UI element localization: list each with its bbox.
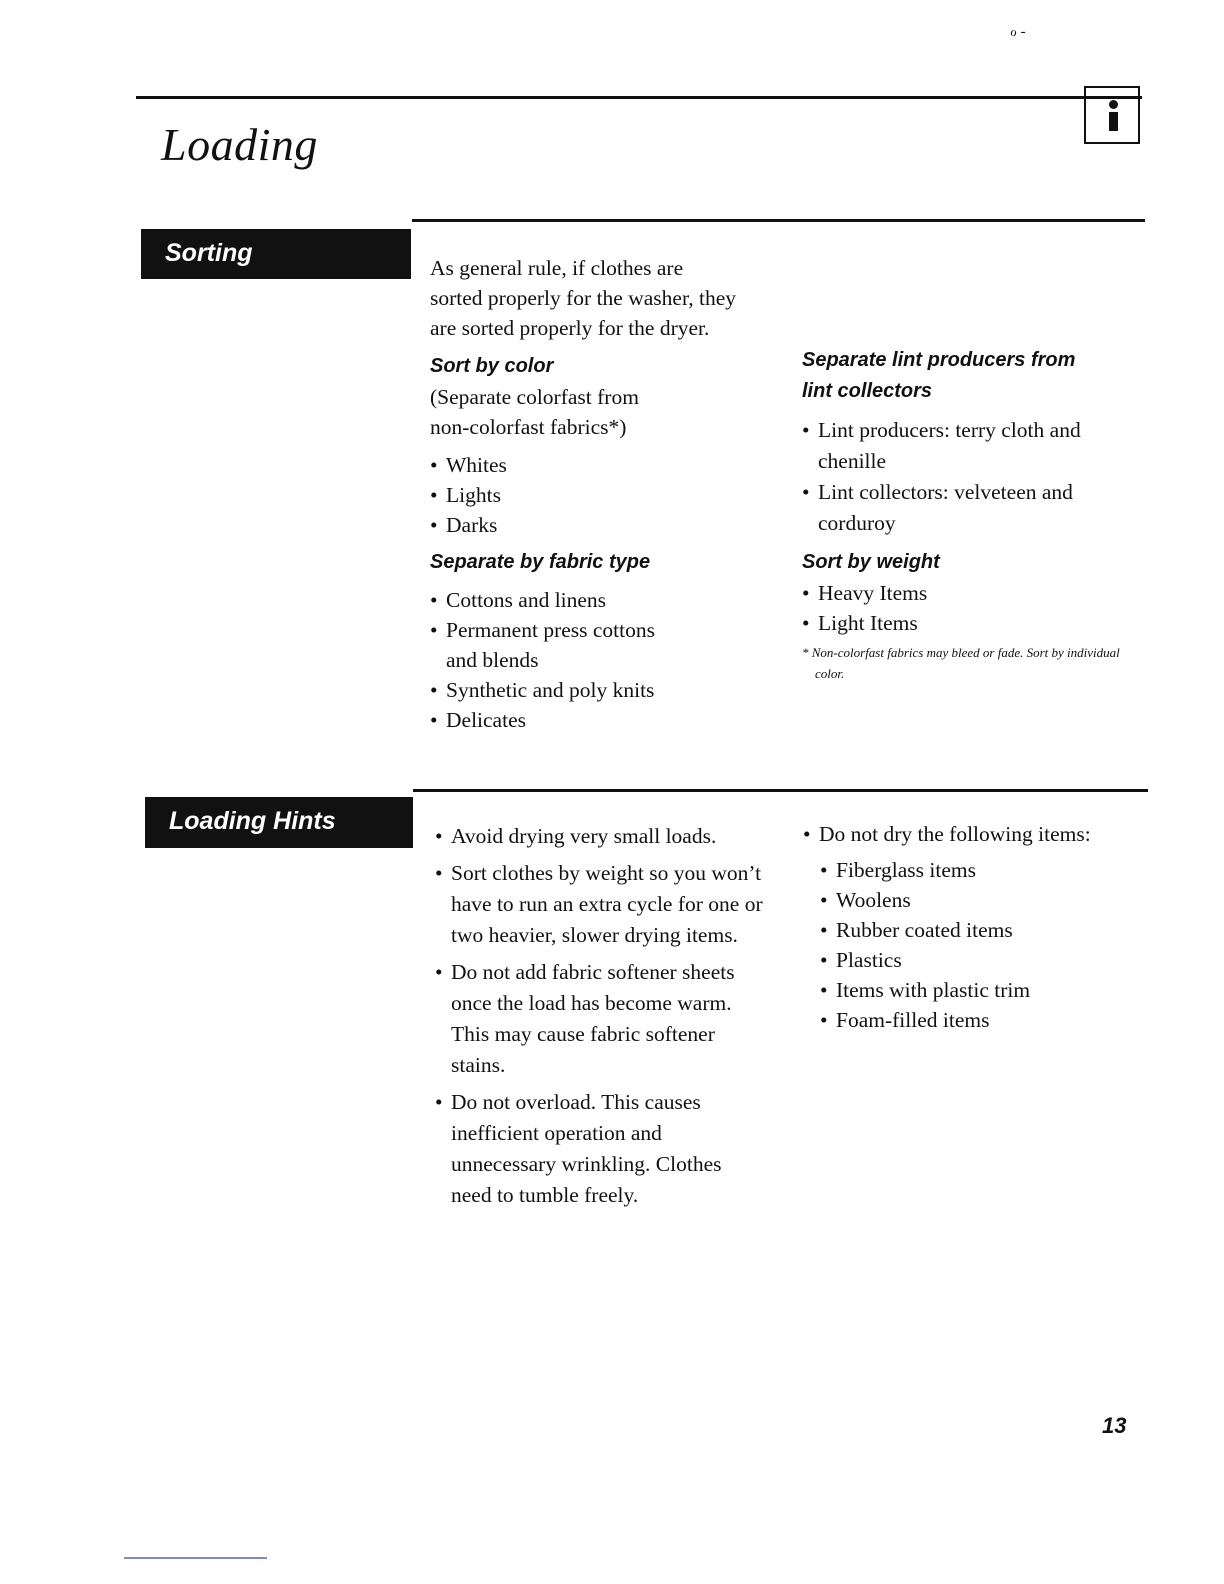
page-number: 13 (1102, 1413, 1127, 1438)
top-rule (136, 96, 1142, 99)
color-list (430, 450, 790, 540)
sorting-rule (412, 219, 1145, 222)
page-title: Loading (161, 119, 318, 170)
list-item: • Lint collectors: velveteen and corduroy (802, 477, 1124, 539)
list-item: • Plastics (820, 945, 1133, 975)
lint-heading (802, 345, 1132, 407)
list-item: • Lint producers: terry cloth and chenille (802, 415, 1124, 477)
info-icon (1084, 86, 1140, 144)
list-item: • Lights (430, 480, 790, 510)
sort-by-color-heading: Sort by color (430, 355, 554, 377)
sort-by-color-note (430, 382, 790, 442)
list-item: • Do not overload. This causes inefficient operation and unnecessary wrinkling. Clothes need to tumble freely. (435, 1087, 765, 1211)
list-item: • Whites (430, 450, 790, 480)
hints-rule (413, 789, 1148, 792)
sorting-label: Sorting (141, 229, 411, 279)
heading-line: Separate lint producers from (802, 349, 1076, 371)
list-item: • Light Items (802, 608, 1132, 638)
intro-line: As general rule, if clothes are (430, 256, 684, 280)
hints-left-column (435, 821, 785, 1217)
list-item: • Woolens (820, 885, 1133, 915)
sorting-left-column (430, 253, 790, 735)
list-item: • Do not add fabric softener sheets once the load has become warm. This may cause fabric softener stains. (435, 957, 765, 1081)
intro-line: sorted properly for the washer, they (430, 286, 737, 310)
do-not-dry-items (803, 855, 1133, 1035)
list-item: • Fiberglass items (820, 855, 1133, 885)
footnote: * Non-colorfast fabrics may bleed or fade. Sort by individual color. (802, 645, 1120, 681)
corner-mark: ℴ - (1010, 24, 1026, 40)
list-item: • Darks (430, 510, 790, 540)
footer-line (124, 1557, 267, 1559)
intro-line: are sorted properly for the dryer. (430, 316, 710, 340)
list-item: • Permanent press cottons and blends (430, 615, 680, 675)
hints-right-column (803, 819, 1133, 1035)
heading-line: lint collectors (802, 380, 933, 402)
list-item: • Foam-filled items (820, 1005, 1133, 1035)
list-item: • Cottons and linens (430, 585, 680, 615)
sort-by-weight-heading: Sort by weight (802, 551, 940, 573)
note-line: non-colorfast fabrics*) (430, 415, 627, 439)
do-not-dry-list (803, 819, 1133, 849)
list-item: • Heavy Items (802, 578, 1132, 608)
hints-list (435, 821, 765, 1211)
list-item: • Do not dry the following items: (803, 819, 1133, 849)
lint-list (802, 415, 1124, 539)
sorting-intro (430, 253, 790, 343)
list-item: • Delicates (430, 705, 680, 735)
info-bar (1109, 112, 1118, 131)
list-item: • Sort clothes by weight so you won’t have to run an extra cycle for one or two heavier, slower drying items. (435, 858, 765, 951)
weight-list (802, 578, 1132, 638)
sorting-right-column (802, 345, 1132, 684)
fabric-type-heading: Separate by fabric type (430, 551, 651, 573)
list-item: • Rubber coated items (820, 915, 1133, 945)
list-item: • Avoid drying very small loads. (435, 821, 765, 852)
loading-hints-label: Loading Hints (145, 797, 413, 848)
note-line: (Separate colorfast from (430, 385, 639, 409)
list-item: • Items with plastic trim (820, 975, 1133, 1005)
fabric-list (430, 585, 680, 735)
info-dot (1109, 100, 1118, 109)
list-item: • Synthetic and poly knits (430, 675, 680, 705)
